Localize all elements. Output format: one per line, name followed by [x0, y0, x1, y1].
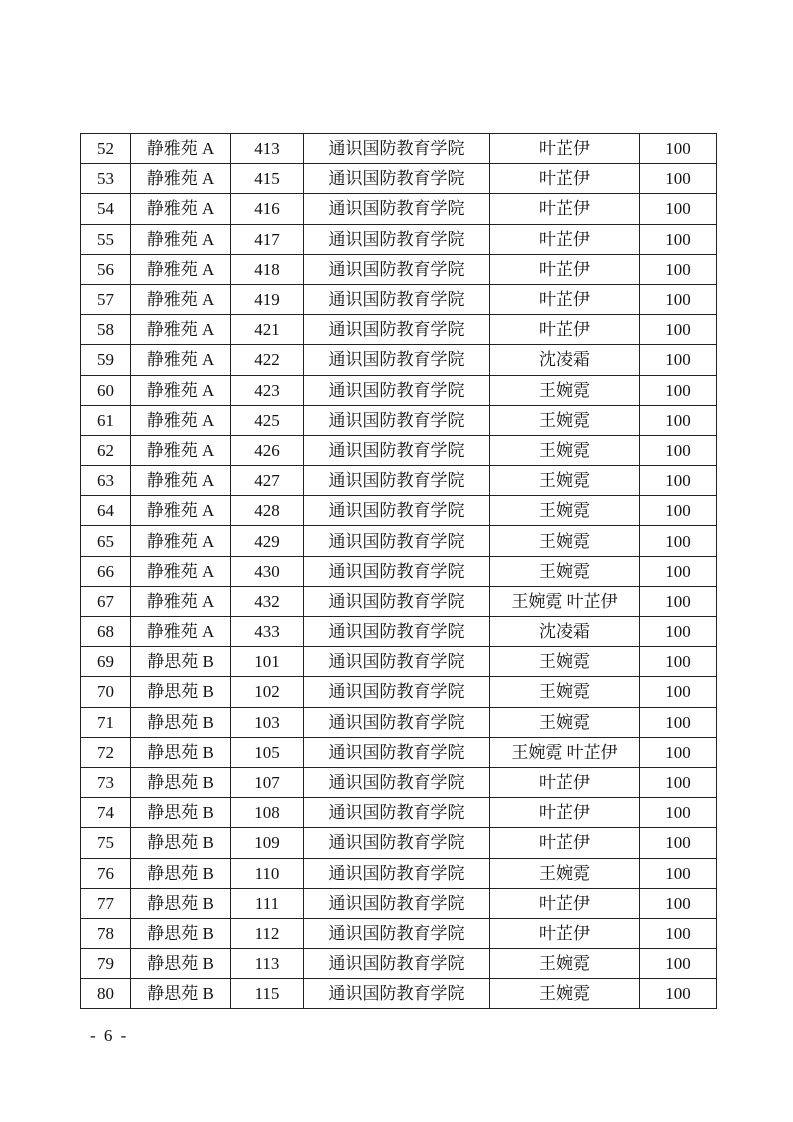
row-number-cell: 58 [81, 315, 131, 345]
inspector-cell: 王婉霓 [490, 647, 640, 677]
inspector-cell: 叶芷伊 [490, 798, 640, 828]
score-cell: 100 [640, 435, 717, 465]
room-number-cell: 413 [231, 134, 304, 164]
table-row [81, 254, 717, 284]
building-cell: 静雅苑 A [131, 375, 231, 405]
table-row [81, 828, 717, 858]
building-cell: 静雅苑 A [131, 435, 231, 465]
room-number-cell: 421 [231, 315, 304, 345]
inspector-cell: 叶芷伊 [490, 224, 640, 254]
score-cell: 100 [640, 284, 717, 314]
college-cell: 通识国防教育学院 [304, 647, 490, 677]
score-cell: 100 [640, 798, 717, 828]
building-cell: 静雅苑 A [131, 194, 231, 224]
row-number-cell: 78 [81, 918, 131, 948]
college-cell: 通识国防教育学院 [304, 194, 490, 224]
college-cell: 通识国防教育学院 [304, 617, 490, 647]
row-number-cell: 75 [81, 828, 131, 858]
room-number-cell: 115 [231, 979, 304, 1009]
building-cell: 静思苑 B [131, 888, 231, 918]
table-row [81, 767, 717, 797]
table-row [81, 586, 717, 616]
inspector-cell: 王婉霓 [490, 858, 640, 888]
building-cell: 静雅苑 A [131, 134, 231, 164]
room-number-cell: 108 [231, 798, 304, 828]
table-row [81, 284, 717, 314]
row-number-cell: 80 [81, 979, 131, 1009]
table-row [81, 164, 717, 194]
row-number-cell: 52 [81, 134, 131, 164]
table-row [81, 345, 717, 375]
inspector-cell: 王婉霓 [490, 435, 640, 465]
table-row [81, 677, 717, 707]
college-cell: 通识国防教育学院 [304, 858, 490, 888]
college-cell: 通识国防教育学院 [304, 767, 490, 797]
college-cell: 通识国防教育学院 [304, 405, 490, 435]
college-cell: 通识国防教育学院 [304, 315, 490, 345]
score-cell: 100 [640, 918, 717, 948]
table-row [81, 405, 717, 435]
table-row [81, 798, 717, 828]
college-cell: 通识国防教育学院 [304, 345, 490, 375]
table-row [81, 888, 717, 918]
building-cell: 静雅苑 A [131, 345, 231, 375]
building-cell: 静思苑 B [131, 918, 231, 948]
score-cell: 100 [640, 707, 717, 737]
score-cell: 100 [640, 466, 717, 496]
row-number-cell: 56 [81, 254, 131, 284]
inspector-cell: 王婉霓 [490, 466, 640, 496]
inspector-cell: 王婉霓 [490, 556, 640, 586]
table-row [81, 375, 717, 405]
row-number-cell: 67 [81, 586, 131, 616]
college-cell: 通识国防教育学院 [304, 164, 490, 194]
inspector-cell: 叶芷伊 [490, 888, 640, 918]
room-number-cell: 105 [231, 737, 304, 767]
room-number-cell: 110 [231, 858, 304, 888]
score-cell: 100 [640, 888, 717, 918]
room-number-cell: 416 [231, 194, 304, 224]
college-cell: 通识国防教育学院 [304, 707, 490, 737]
inspector-cell: 王婉霓 [490, 496, 640, 526]
college-cell: 通识国防教育学院 [304, 918, 490, 948]
building-cell: 静雅苑 A [131, 466, 231, 496]
inspector-cell: 王婉霓 [490, 526, 640, 556]
table-row [81, 707, 717, 737]
building-cell: 静雅苑 A [131, 617, 231, 647]
score-cell: 100 [640, 375, 717, 405]
inspector-cell: 王婉霓 叶芷伊 [490, 737, 640, 767]
table-row [81, 496, 717, 526]
table-row [81, 918, 717, 948]
building-cell: 静思苑 B [131, 858, 231, 888]
inspector-cell: 叶芷伊 [490, 164, 640, 194]
room-number-cell: 419 [231, 284, 304, 314]
college-cell: 通识国防教育学院 [304, 828, 490, 858]
row-number-cell: 61 [81, 405, 131, 435]
table-row [81, 224, 717, 254]
score-cell: 100 [640, 677, 717, 707]
table-body [81, 134, 717, 1009]
score-cell: 100 [640, 737, 717, 767]
row-number-cell: 54 [81, 194, 131, 224]
building-cell: 静雅苑 A [131, 556, 231, 586]
table-row [81, 526, 717, 556]
college-cell: 通识国防教育学院 [304, 284, 490, 314]
score-cell: 100 [640, 949, 717, 979]
table-row [81, 194, 717, 224]
inspector-cell: 沈凌霜 [490, 345, 640, 375]
score-cell: 100 [640, 496, 717, 526]
room-number-cell: 427 [231, 466, 304, 496]
building-cell: 静思苑 B [131, 767, 231, 797]
college-cell: 通识国防教育学院 [304, 466, 490, 496]
room-number-cell: 432 [231, 586, 304, 616]
room-number-cell: 422 [231, 345, 304, 375]
building-cell: 静思苑 B [131, 949, 231, 979]
room-number-cell: 429 [231, 526, 304, 556]
score-cell: 100 [640, 617, 717, 647]
building-cell: 静雅苑 A [131, 315, 231, 345]
building-cell: 静雅苑 A [131, 254, 231, 284]
room-number-cell: 433 [231, 617, 304, 647]
room-number-cell: 428 [231, 496, 304, 526]
score-cell: 100 [640, 345, 717, 375]
dormitory-roster-table [80, 133, 717, 1009]
score-cell: 100 [640, 586, 717, 616]
college-cell: 通识国防教育学院 [304, 556, 490, 586]
row-number-cell: 74 [81, 798, 131, 828]
row-number-cell: 59 [81, 345, 131, 375]
room-number-cell: 111 [231, 888, 304, 918]
college-cell: 通识国防教育学院 [304, 979, 490, 1009]
inspector-cell: 叶芷伊 [490, 134, 640, 164]
college-cell: 通识国防教育学院 [304, 496, 490, 526]
room-number-cell: 109 [231, 828, 304, 858]
table-row [81, 949, 717, 979]
table-row [81, 315, 717, 345]
row-number-cell: 71 [81, 707, 131, 737]
building-cell: 静雅苑 A [131, 586, 231, 616]
inspector-cell: 叶芷伊 [490, 284, 640, 314]
row-number-cell: 53 [81, 164, 131, 194]
building-cell: 静雅苑 A [131, 224, 231, 254]
college-cell: 通识国防教育学院 [304, 586, 490, 616]
table-row [81, 617, 717, 647]
inspector-cell: 王婉霓 叶芷伊 [490, 586, 640, 616]
score-cell: 100 [640, 828, 717, 858]
room-number-cell: 112 [231, 918, 304, 948]
table-row [81, 979, 717, 1009]
score-cell: 100 [640, 254, 717, 284]
room-number-cell: 417 [231, 224, 304, 254]
inspector-cell: 叶芷伊 [490, 315, 640, 345]
building-cell: 静思苑 B [131, 677, 231, 707]
college-cell: 通识国防教育学院 [304, 375, 490, 405]
table-row [81, 858, 717, 888]
row-number-cell: 63 [81, 466, 131, 496]
room-number-cell: 103 [231, 707, 304, 737]
row-number-cell: 65 [81, 526, 131, 556]
table-row [81, 556, 717, 586]
building-cell: 静雅苑 A [131, 284, 231, 314]
room-number-cell: 113 [231, 949, 304, 979]
row-number-cell: 72 [81, 737, 131, 767]
table-row [81, 737, 717, 767]
table-row [81, 466, 717, 496]
college-cell: 通识国防教育学院 [304, 798, 490, 828]
building-cell: 静思苑 B [131, 979, 231, 1009]
score-cell: 100 [640, 194, 717, 224]
room-number-cell: 107 [231, 767, 304, 797]
inspector-cell: 王婉霓 [490, 949, 640, 979]
inspector-cell: 王婉霓 [490, 375, 640, 405]
building-cell: 静雅苑 A [131, 526, 231, 556]
row-number-cell: 66 [81, 556, 131, 586]
score-cell: 100 [640, 647, 717, 677]
room-number-cell: 426 [231, 435, 304, 465]
row-number-cell: 69 [81, 647, 131, 677]
row-number-cell: 55 [81, 224, 131, 254]
score-cell: 100 [640, 767, 717, 797]
inspector-cell: 沈凌霜 [490, 617, 640, 647]
table-row [81, 435, 717, 465]
college-cell: 通识国防教育学院 [304, 224, 490, 254]
row-number-cell: 77 [81, 888, 131, 918]
building-cell: 静思苑 B [131, 707, 231, 737]
score-cell: 100 [640, 315, 717, 345]
score-cell: 100 [640, 526, 717, 556]
inspector-cell: 叶芷伊 [490, 194, 640, 224]
row-number-cell: 60 [81, 375, 131, 405]
score-cell: 100 [640, 224, 717, 254]
score-cell: 100 [640, 858, 717, 888]
college-cell: 通识国防教育学院 [304, 949, 490, 979]
row-number-cell: 70 [81, 677, 131, 707]
row-number-cell: 79 [81, 949, 131, 979]
row-number-cell: 68 [81, 617, 131, 647]
room-number-cell: 102 [231, 677, 304, 707]
table-row [81, 134, 717, 164]
college-cell: 通识国防教育学院 [304, 737, 490, 767]
inspector-cell: 叶芷伊 [490, 918, 640, 948]
college-cell: 通识国防教育学院 [304, 526, 490, 556]
score-cell: 100 [640, 405, 717, 435]
score-cell: 100 [640, 556, 717, 586]
room-number-cell: 425 [231, 405, 304, 435]
college-cell: 通识国防教育学院 [304, 134, 490, 164]
inspector-cell: 叶芷伊 [490, 828, 640, 858]
building-cell: 静思苑 B [131, 828, 231, 858]
table-row [81, 647, 717, 677]
building-cell: 静思苑 B [131, 737, 231, 767]
building-cell: 静雅苑 A [131, 405, 231, 435]
college-cell: 通识国防教育学院 [304, 254, 490, 284]
inspector-cell: 王婉霓 [490, 677, 640, 707]
row-number-cell: 73 [81, 767, 131, 797]
document-page-table-area [80, 133, 716, 1009]
row-number-cell: 64 [81, 496, 131, 526]
score-cell: 100 [640, 134, 717, 164]
college-cell: 通识国防教育学院 [304, 888, 490, 918]
inspector-cell: 王婉霓 [490, 405, 640, 435]
building-cell: 静雅苑 A [131, 164, 231, 194]
page-number: - 6 - [90, 1026, 129, 1045]
inspector-cell: 王婉霓 [490, 979, 640, 1009]
building-cell: 静思苑 B [131, 647, 231, 677]
inspector-cell: 叶芷伊 [490, 767, 640, 797]
room-number-cell: 418 [231, 254, 304, 284]
room-number-cell: 101 [231, 647, 304, 677]
room-number-cell: 430 [231, 556, 304, 586]
building-cell: 静思苑 B [131, 798, 231, 828]
row-number-cell: 62 [81, 435, 131, 465]
score-cell: 100 [640, 164, 717, 194]
row-number-cell: 76 [81, 858, 131, 888]
building-cell: 静雅苑 A [131, 496, 231, 526]
score-cell: 100 [640, 979, 717, 1009]
college-cell: 通识国防教育学院 [304, 677, 490, 707]
inspector-cell: 叶芷伊 [490, 254, 640, 284]
inspector-cell: 王婉霓 [490, 707, 640, 737]
room-number-cell: 415 [231, 164, 304, 194]
row-number-cell: 57 [81, 284, 131, 314]
room-number-cell: 423 [231, 375, 304, 405]
college-cell: 通识国防教育学院 [304, 435, 490, 465]
